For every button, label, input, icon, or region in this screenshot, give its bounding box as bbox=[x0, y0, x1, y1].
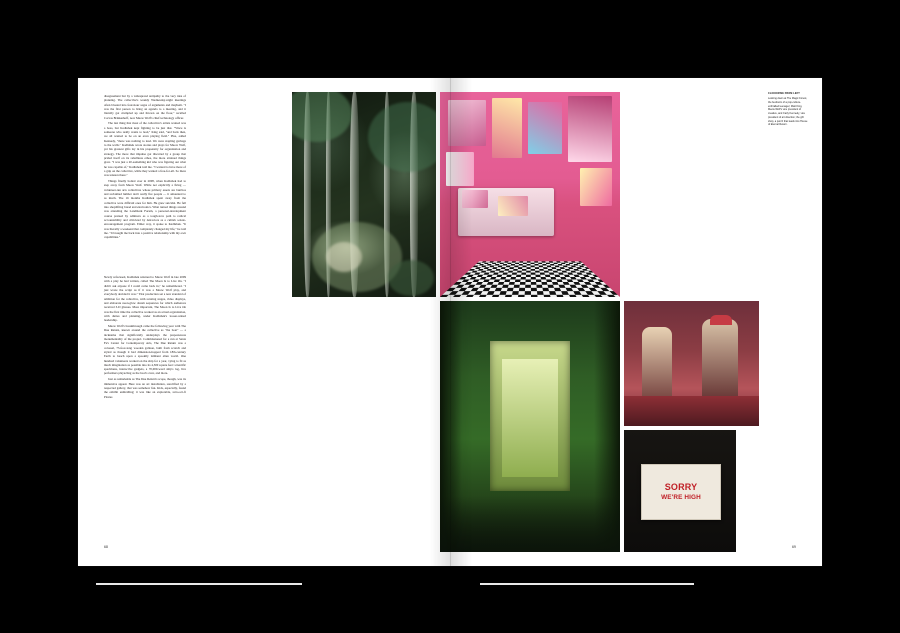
photo-people bbox=[624, 301, 759, 426]
photo-caption bbox=[768, 92, 808, 127]
paragraph: Meow Wolf's breakthrough came the following year with The Due Return, known around the collective as "the boat" — a nickname that significantly underplays the preposterous monumentality of the project. Commissioned for a run at Santa Fe's Center for Contemporary Arts, The Due Return was a colossal, 73-foot-long wooden galleon, built from scratch and styled as though it had dimension-hopped from 18th-century Earth to beach upon a spookily lambent alien world. One hundred volunteers worked on the ship for a year, vying to fit as much imagination as possible into its 4,500 square feet: scientific specimens, interactive gadgets, a 70,000-word ship's log, live performers playacting as the boat's crew, and more. bbox=[104, 324, 186, 376]
paragraph: Just as remarkable as The Due Return's scope, though, was its immersive appeal. Here was an art installation, sanctified by a respected gallery, that was somehow fun. Kids, especially, found the exhibit enthralling; it was like an explorable, retro-sci-fi Pirates bbox=[104, 377, 186, 399]
left-page bbox=[78, 78, 450, 566]
paragraph: Things finally boiled over in 2008, when Kadlubek had to step away from Meow Wolf. While not explicitly a firing — volunteer-run arts collectives whose primary assets are burritos and reclaimed lumber don't really fire people — it amounted to as much. The 16 months Kadlubek spent away from the collective were difficult ones for him. He grew suicidal. He fell into shoplifting bread and electronics. What turned things around was attending the Landmark Forum, a personal-development course praised by admirers as a tough-love path to radical accountability and criticized by detractors as a cultish a-hole-encouragement program. Either way, it spoke to Kadlubek. "It was literally a weekend that completely changed my life," he told me. "It brought me back into a positive relationship with my own capabilities." bbox=[104, 179, 186, 240]
photo-sign bbox=[624, 430, 736, 552]
page-number-left: 68 bbox=[104, 545, 109, 549]
paragraph: Newly refocused, Kadlubek returned to Meow Wolf in late 2009 with a play he had written, called The Moon Is to Live On. "I didn't ask anyone if I could come back in," he remembered. "I just wrote the script as if it was a Meow Wolf play, and everybody decided it was." That production set a new standard of ambition for the collective, with rotating stages, video displays, and elaborate neon-glow dream sequences for which audiences received 3-D glasses. More important, The Moon Is to Live On was the first time the collective worked as an actual organization, with duties and planning, under Kadlubek's looser-reined leadership. bbox=[104, 275, 186, 323]
caption-title: CLOCKWISE FROM LEFT bbox=[768, 92, 800, 95]
left-column-2 bbox=[104, 275, 186, 401]
caption-body: Looking down at The Magic Forest, the bedroom of a pop-culture-enthralled teenager; Matt King, Meow Wolf's vice president of creative, and Carly Kennedy, vice president of art direction; the gift shop, a porch that leads into House of Eternal Return. bbox=[768, 97, 808, 127]
left-column-1 bbox=[104, 94, 186, 241]
photo-forest bbox=[292, 92, 436, 297]
photo-hall bbox=[440, 301, 620, 552]
magazine-spread bbox=[78, 78, 822, 566]
paragraph: disagreement but by a widespread antipathy to the very idea of planning. The collective's weekly Wednesday-night meetings often bloated into four-hour sagas of arguments and mayhem. "I was the first person to bring an agenda to a meeting, and it literally got crumpled up and thrown on the floor," recalled Corvas Brinkerhoff, now Meow Wolf's chief technology officer. bbox=[104, 94, 186, 120]
page-number-right: 69 bbox=[791, 545, 796, 549]
sign-line-2: WE'RE HIGH bbox=[661, 493, 701, 501]
table-edge-left bbox=[96, 583, 302, 585]
sorry-were-high-sign bbox=[641, 464, 721, 520]
photo-bedroom bbox=[440, 92, 620, 297]
spread-gutter bbox=[450, 78, 451, 566]
paragraph: The last thing that most of the collective's artists wanted was a boss, but Kadlubek kept fighting to be just that. "Vince is someone who really wants to lead," King said, "and back then, we all wanted to be on an even playing field." Plus, added Kennedy, "there was nothing to lead. We were stapling garbage to the walls." Kadlubek wrote stories and plays for Meow Wolf, yet his greatest gifts lay in his propensity for organization and strategy. The more that impulse got thwarted by a group that prided itself on its rebellious ethos, the more strained things grew. "I was just a 20-something kid who was figuring out what he was capable of," Kadlubek told me. "I wanted to have more of a grip on the collective, while they wanted a free-for-all. So there was tension there." bbox=[104, 121, 186, 178]
table-edge-right bbox=[480, 583, 694, 585]
sign-line-1: SORRY bbox=[664, 481, 698, 492]
